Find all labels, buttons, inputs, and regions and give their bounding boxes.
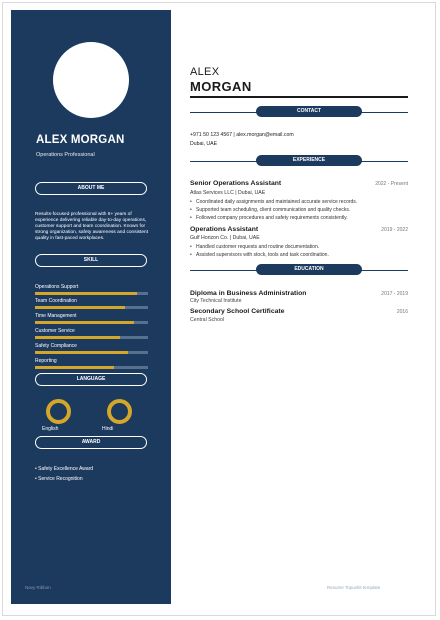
skill-item bbox=[35, 313, 148, 324]
job-bullet: • Assisted supervisors with stock, tools and task coordination. bbox=[196, 252, 329, 258]
main-footer: Resume Topushit template bbox=[327, 585, 381, 590]
skill-item bbox=[35, 343, 148, 354]
contact-heading: CONTACT bbox=[256, 106, 362, 117]
skill-bar bbox=[35, 336, 148, 339]
education-degree: Secondary School Certificate bbox=[190, 308, 285, 315]
sidebar-job-title: Operations Professional bbox=[36, 152, 95, 158]
job-bullet: • Followed company procedures and safety requirements consistently. bbox=[196, 215, 348, 221]
skill-item bbox=[35, 298, 148, 309]
job-bullet: • Handled customer requests and routine documentation. bbox=[196, 244, 319, 250]
skill-label: Time Management bbox=[35, 313, 77, 319]
skill-bar-fill bbox=[35, 336, 120, 339]
skill-label: Safety Compliance bbox=[35, 343, 77, 349]
skill-bar-fill bbox=[35, 321, 134, 324]
award-heading: AWARD bbox=[35, 436, 147, 449]
job-company: Atlas Services LLC | Dubai, UAE bbox=[190, 190, 266, 196]
sidebar-name: ALEX MORGAN bbox=[36, 134, 125, 146]
job-title: Operations Assistant bbox=[190, 226, 259, 233]
language-ring-english bbox=[46, 399, 71, 424]
experience-heading: EXPERIENCE bbox=[256, 155, 362, 166]
skill-bar-fill bbox=[35, 351, 128, 354]
skill-bar bbox=[35, 351, 148, 354]
award-item: • Safety Excellence Award bbox=[35, 466, 94, 472]
job-company: Gulf Horizon Co. | Dubai, UAE bbox=[190, 235, 260, 241]
skill-heading: SKILL bbox=[35, 254, 147, 267]
skill-bar bbox=[35, 366, 148, 369]
job-date: 2022 - Present bbox=[375, 181, 408, 187]
first-name: ALEX bbox=[190, 66, 220, 78]
sidebar bbox=[11, 10, 171, 604]
skill-label: Team Coordination bbox=[35, 298, 77, 304]
skill-bar bbox=[35, 321, 148, 324]
sidebar-footer: Navy Ribbon bbox=[25, 585, 51, 590]
about-me-heading: ABOUT ME bbox=[35, 182, 147, 195]
skill-label: Reporting bbox=[35, 358, 57, 364]
education-date: 2017 - 2019 bbox=[381, 291, 408, 297]
last-name: MORGAN bbox=[190, 79, 252, 94]
profile-photo bbox=[53, 42, 129, 118]
skill-label: Operations Support bbox=[35, 284, 79, 290]
language-label-english: English bbox=[42, 426, 59, 432]
education-date: 2016 bbox=[396, 309, 408, 315]
job-bullet: • Coordinated daily assignments and maintained accurate service records. bbox=[196, 199, 357, 205]
language-ring-hindi bbox=[107, 399, 132, 424]
contact-location: Dubai, UAE bbox=[190, 141, 218, 147]
education-degree: Diploma in Business Administration bbox=[190, 290, 307, 297]
skill-item bbox=[35, 328, 148, 339]
skill-bar bbox=[35, 292, 148, 295]
contact-details: +971 50 123 4567 | alex.morgan@email.com bbox=[190, 132, 294, 138]
skill-label: Customer Service bbox=[35, 328, 75, 334]
language-heading: LANGUAGE bbox=[35, 373, 147, 386]
name-divider bbox=[190, 96, 408, 98]
skill-item bbox=[35, 284, 148, 295]
award-item: • Service Recognition bbox=[35, 476, 83, 482]
skill-item bbox=[35, 358, 148, 369]
job-bullet: • Supported team scheduling, client communication and quality checks. bbox=[196, 207, 350, 213]
language-label-hindi: Hindi bbox=[102, 426, 114, 432]
skill-bar-fill bbox=[35, 366, 114, 369]
about-me-text: Results-focused professional with 6+ years of experience delivering reliable day-to-day operations, customer support and team coordination. Known for strong organization, safety awareness and consistent quality in fast-paced workplaces. bbox=[35, 212, 149, 241]
skill-bar-fill bbox=[35, 306, 125, 309]
job-title: Senior Operations Assistant bbox=[190, 180, 282, 187]
skill-bar bbox=[35, 306, 148, 309]
job-date: 2019 - 2022 bbox=[381, 227, 408, 233]
education-school: City Technical Institute bbox=[190, 298, 242, 304]
education-school: Central School bbox=[190, 317, 225, 323]
skill-bar-fill bbox=[35, 292, 137, 295]
education-heading: EDUCATION bbox=[256, 264, 362, 275]
